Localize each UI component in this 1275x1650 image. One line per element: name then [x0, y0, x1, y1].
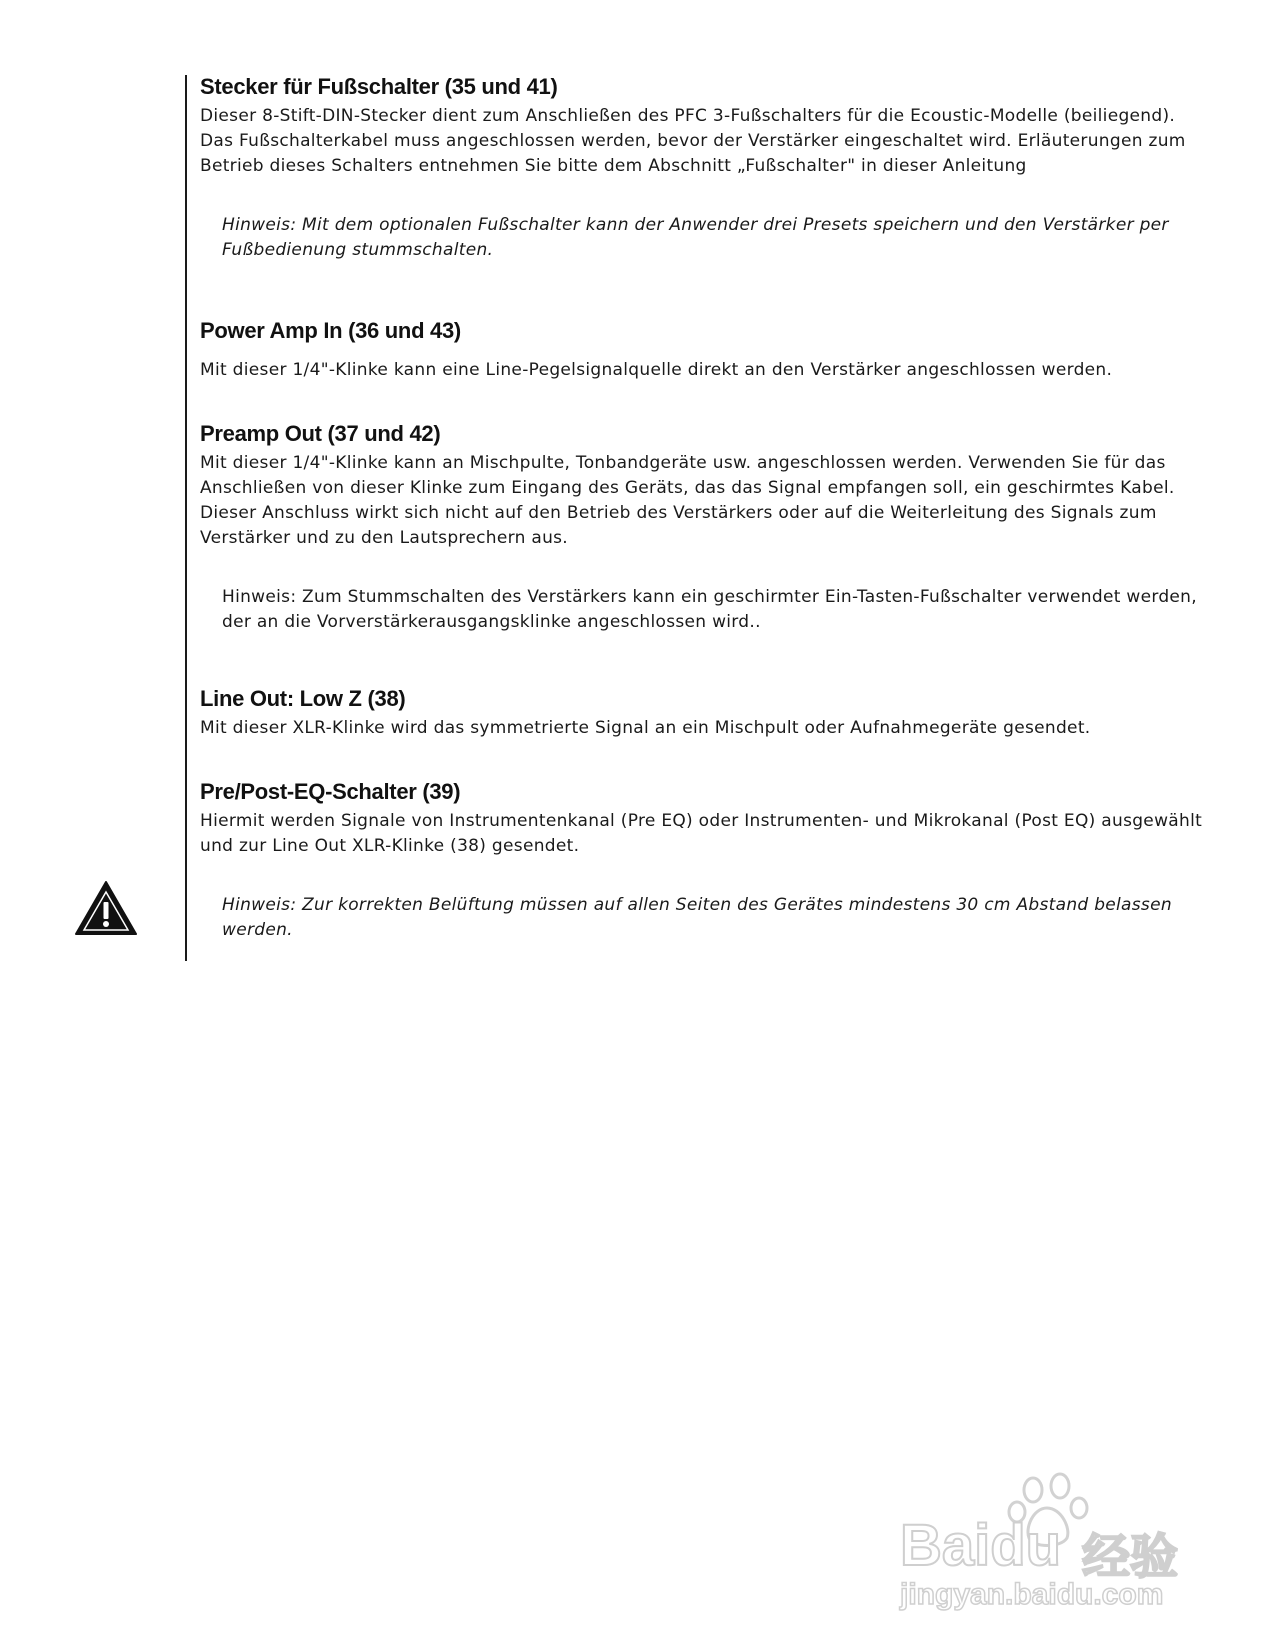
section-body: Hiermit werden Signale von Instrumentenkanal (Pre EQ) oder Instrumenten- und Mikrokanal (Post EQ) ausgewählt und zur Line Out XLR-Klinke (38) gesendet.	[200, 811, 1203, 856]
margin-rule	[185, 75, 187, 961]
section-note: Hinweis: Zum Stummschalten des Verstärkers kann ein geschirmter Ein-Tasten-Fußschalter verwendet werden, der an die Vorverstärkerausgangsklinke angeschlossen wird..	[222, 587, 1197, 632]
warning-icon	[74, 880, 138, 936]
baidu-watermark	[900, 1470, 1200, 1610]
section-title: Stecker für Fußschalter (35 und 41)	[200, 74, 558, 99]
section-body: Mit dieser XLR-Klinke wird das symmetrierte Signal an ein Mischpult oder Aufnahmegeräte gesendet.	[200, 718, 1091, 738]
section-note: Hinweis: Mit dem optionalen Fußschalter kann der Anwender drei Presets speichern und den Verstärker per Fußbedienung stummschalten.	[222, 215, 1169, 260]
section-title: Line Out: Low Z (38)	[200, 686, 406, 711]
section-title: Preamp Out (37 und 42)	[200, 421, 441, 446]
section-preamp-out	[200, 419, 1210, 635]
section-line-out	[200, 684, 1210, 741]
section-pre-post-eq	[200, 777, 1210, 943]
watermark-brand: Baidu	[900, 1513, 1062, 1578]
watermark-url: jingyan.baidu.com	[900, 1578, 1164, 1611]
section-body: Dieser 8-Stift-DIN-Stecker dient zum Anschließen des PFC 3-Fußschalters für die Ecoustic-Modelle (beiliegend). Das Fußschalterkabel muss angeschlossen werden, bevor der Verstärker eingeschaltet wird. Erläuterungen zum Betrieb dieses Schalters entnehmen Sie bitte dem Abschnitt „Fußschalter" in dieser Anleitung	[200, 106, 1186, 176]
section-power-amp-in	[200, 316, 1210, 383]
section-body: Mit dieser 1/4"-Klinke kann eine Line-Pegelsignalquelle direkt an den Verstärker angeschlossen werden.	[200, 360, 1113, 380]
section-body: Mit dieser 1/4"-Klinke kann an Mischpulte, Tonbandgeräte usw. angeschlossen werden. Verwenden Sie für das Anschließen von dieser Klinke zum Eingang des Geräts, das das Signal empfangen soll, ein geschirmtes Kabel. Dieser Anschluss wirkt sich nicht auf den Betrieb des Verstärkers oder auf die Weiterleitung des Signals zum Verstärker und zu den Lautsprechern aus.	[200, 453, 1175, 548]
section-title: Power Amp In (36 und 43)	[200, 318, 461, 343]
section-title: Pre/Post-EQ-Schalter (39)	[200, 779, 461, 804]
section-note: Hinweis: Zur korrekten Belüftung müssen auf allen Seiten des Gerätes mindestens 30 cm Abstand belassen werden.	[222, 895, 1172, 940]
section-footswitch-connector	[200, 72, 1210, 263]
watermark-brand-cn: 经验	[1082, 1531, 1179, 1584]
